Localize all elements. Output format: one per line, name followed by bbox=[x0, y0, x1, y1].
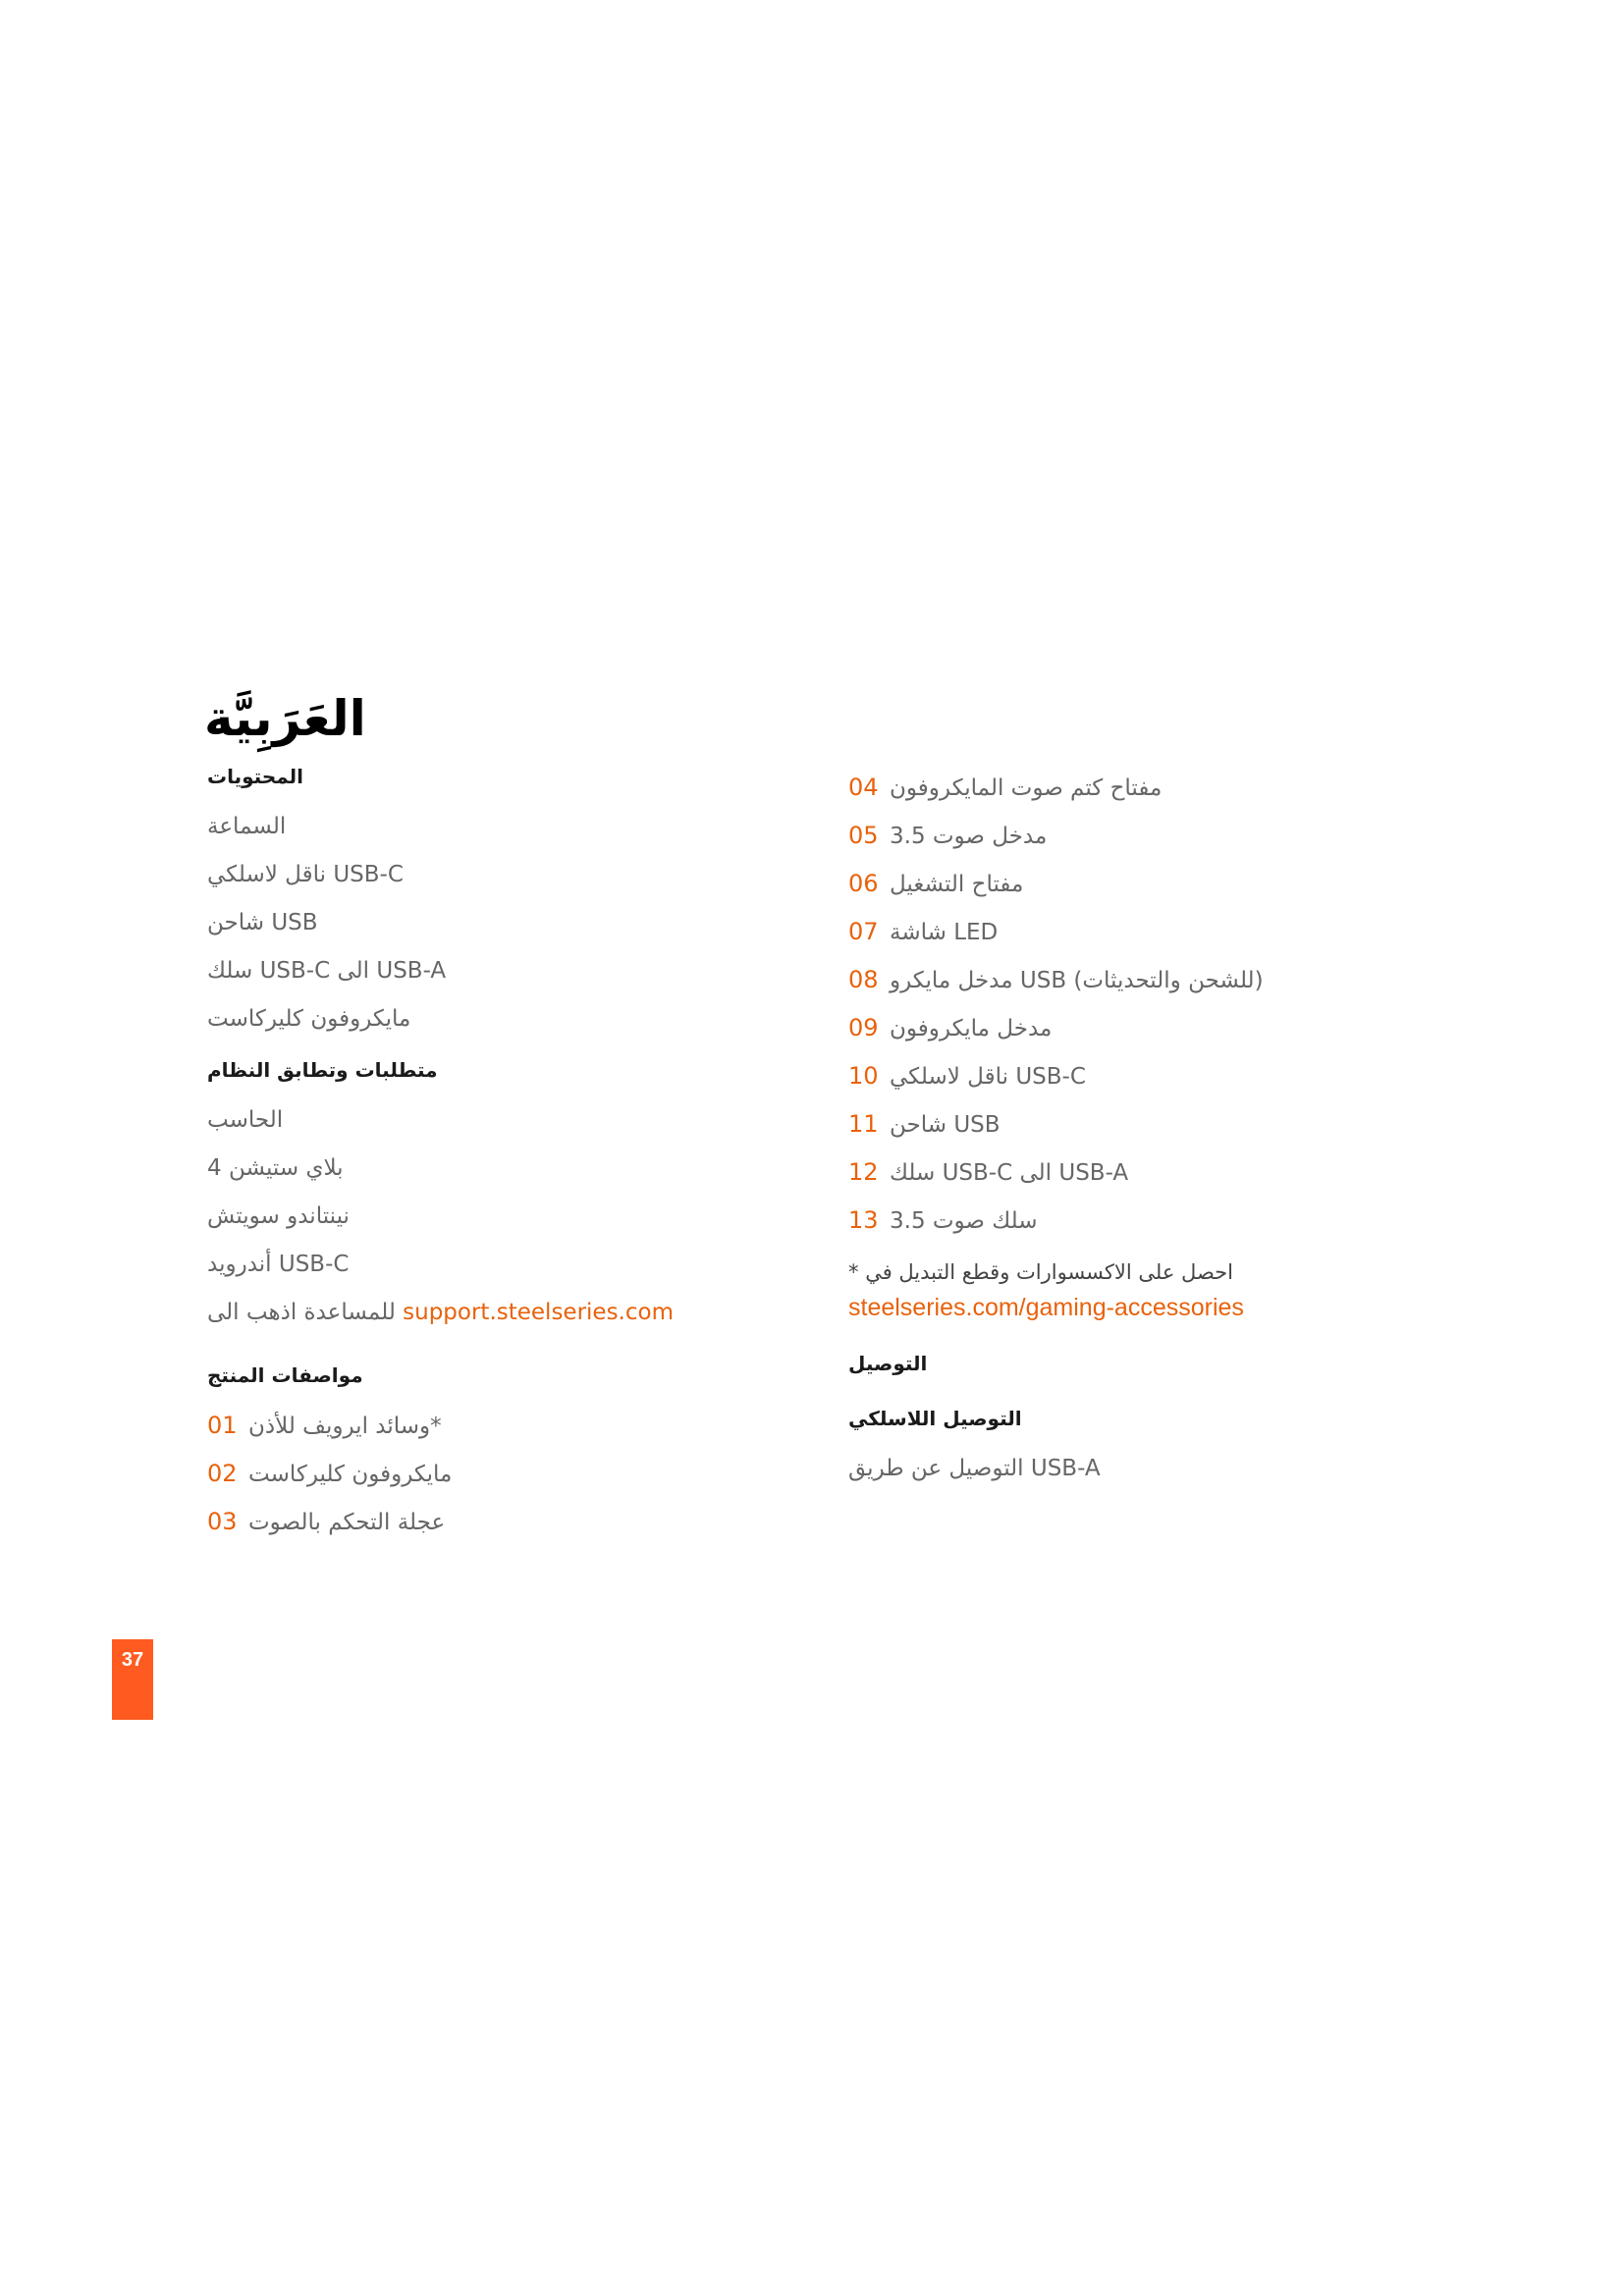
spec-number: 01 bbox=[207, 1412, 238, 1439]
spec-item bbox=[207, 1498, 796, 1546]
spec-number: 09 bbox=[848, 1014, 879, 1041]
spec-item bbox=[848, 1100, 1437, 1148]
wireless-subheading: التوصيل اللاسلكي bbox=[848, 1407, 1022, 1430]
spec-item bbox=[848, 1197, 1437, 1245]
spec-item bbox=[848, 956, 1437, 1004]
spec-item bbox=[848, 1004, 1437, 1052]
requirements-item: الحاسب bbox=[207, 1107, 284, 1133]
requirements-item: بلاي ستيشن 4 bbox=[207, 1155, 344, 1181]
connection-heading: التوصيل bbox=[848, 1352, 928, 1375]
spec-label: شاشة LED bbox=[890, 920, 999, 945]
spec-item bbox=[848, 1052, 1437, 1100]
left-column bbox=[207, 760, 796, 1546]
page-number: 37 bbox=[121, 1649, 144, 1671]
spec-number: 11 bbox=[848, 1110, 879, 1138]
support-line bbox=[207, 1289, 796, 1337]
spec-label: شاحن USB bbox=[890, 1112, 1001, 1138]
page-title: العَرَبِيَّة bbox=[204, 690, 366, 747]
support-link[interactable]: support.steelseries.com bbox=[403, 1300, 674, 1325]
page-number-tab bbox=[112, 1639, 153, 1720]
accessories-link[interactable]: steelseries.com/gaming-accessories bbox=[848, 1294, 1244, 1321]
spec-number: 13 bbox=[848, 1206, 879, 1234]
spec-item bbox=[848, 1148, 1437, 1197]
spec-label: عجلة التحكم بالصوت bbox=[248, 1510, 446, 1535]
spec-item bbox=[848, 860, 1437, 908]
spec-label: ناقل لاسلكي USB-C bbox=[890, 1064, 1086, 1090]
spec-label: مفتاح التشغيل bbox=[890, 872, 1024, 897]
accessories-note: * احصل على الاكسسوارات وقطع التبديل في bbox=[848, 1260, 1233, 1284]
right-column bbox=[848, 764, 1437, 1493]
spec-label: مايكروفون كليركاست bbox=[248, 1462, 453, 1487]
requirements-item: أندرويد USB-C bbox=[207, 1252, 350, 1277]
spec-label: وسائد ايرويف للأذن* bbox=[248, 1414, 442, 1439]
contents-heading: المحتويات bbox=[207, 765, 304, 788]
contents-item: ناقل لاسلكي USB-C bbox=[207, 862, 404, 887]
requirements-heading: متطلبات وتطابق النظام bbox=[207, 1058, 438, 1082]
spec-label: 3.5 مدخل صوت bbox=[890, 824, 1048, 849]
spec-item bbox=[207, 1450, 796, 1498]
spec-number: 03 bbox=[207, 1508, 238, 1535]
spec-label: مفتاح كتم صوت المايكروفون bbox=[890, 775, 1163, 801]
spec-number: 05 bbox=[848, 822, 879, 849]
spec-number: 10 bbox=[848, 1062, 879, 1090]
spec-label: سلك USB-C الى USB-A bbox=[890, 1160, 1129, 1186]
spec-item bbox=[848, 908, 1437, 956]
spec-label: مدخل مايكروفون bbox=[890, 1016, 1053, 1041]
connection-item: التوصيل عن طريق USB-A bbox=[848, 1456, 1101, 1481]
spec-label: سلك صوت 3.5 bbox=[890, 1208, 1038, 1234]
specs-heading: مواصفات المنتج bbox=[207, 1363, 363, 1387]
spec-number: 04 bbox=[848, 774, 879, 801]
spec-number: 02 bbox=[207, 1460, 238, 1487]
spec-number: 07 bbox=[848, 918, 879, 945]
contents-item: السماعة bbox=[207, 814, 287, 839]
spec-number: 12 bbox=[848, 1158, 879, 1186]
contents-item: مايكروفون كليركاست bbox=[207, 1006, 411, 1032]
spec-item bbox=[848, 812, 1437, 860]
support-prefix: للمساعدة اذهب الى bbox=[207, 1300, 396, 1325]
spec-number: 06 bbox=[848, 870, 879, 897]
contents-item: شاحن USB bbox=[207, 910, 318, 935]
spec-label: مدخل مايكرو USB (للشحن والتحديثات) bbox=[890, 968, 1264, 993]
spec-item bbox=[207, 1402, 796, 1450]
requirements-item: نينتاندو سويتش bbox=[207, 1203, 350, 1229]
spec-item bbox=[848, 764, 1437, 812]
contents-item: سلك USB-C الى USB-A bbox=[207, 958, 447, 984]
spec-number: 08 bbox=[848, 966, 879, 993]
